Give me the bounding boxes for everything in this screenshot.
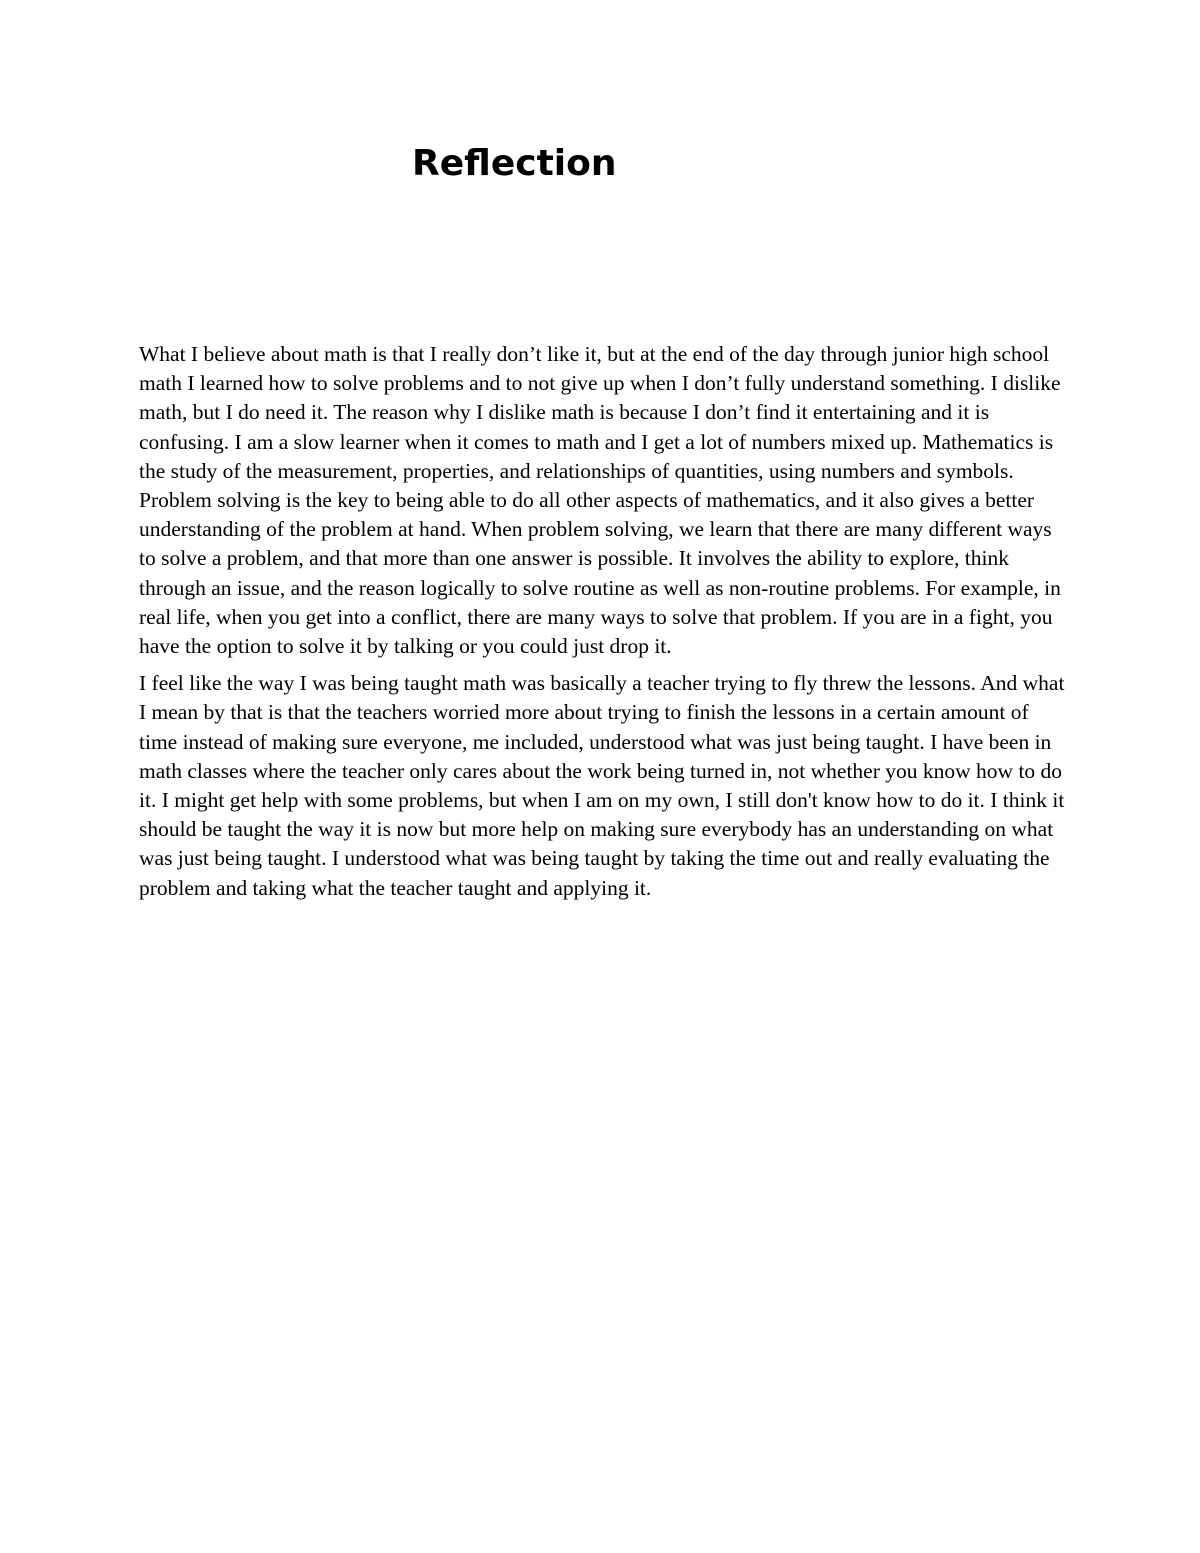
paragraph-1: What I believe about math is that I really don’t like it, but at the end of the day through junior high school math I learned how to solve problems and to not give up when I don’t fully understand something. I dislike math, but I do need it. The reason why I dislike math is because I don’t find it entertaining and it is confusing. I am a slow learner when it comes to math and I get a lot of numbers mixed up. Mathematics is the study of the measurement, properties, and relationships of quantities, using numbers and symbols. Problem solving is the key to being able to do all other aspects of mathematics, and it also gives a better understanding of the problem at hand. When problem solving, we learn that there are many different ways to solve a problem, and that more than one answer is possible. It involves the ability to explore, think through an issue, and the reason logically to solve routine as well as non-routine problems. For example, in real life, when you get into a conflict, there are many ways to solve that problem. If you are in a fight, you have the option to solve it by talking or you could just drop it. (139, 342, 1061, 659)
document-body (139, 340, 1069, 911)
paragraph-2: I feel like the way I was being taught math was basically a teacher trying to fly threw the lessons. And what I mean by that is that the teachers worried more about trying to finish the lessons in a certain amount of time instead of making sure everyone, me included, understood what was just being taught. I have been in math classes where the teacher only cares about the work being turned in, not whether you know how to do it. I might get help with some problems, but when I am on my own, I still don't know how to do it. I think it should be taught the way it is now but more help on making sure everybody has an understanding on what was just being taught. I understood what was being taught by taking the time out and really evaluating the problem and taking what the teacher taught and applying it. (139, 671, 1065, 900)
document-title: Reflection (412, 143, 617, 184)
